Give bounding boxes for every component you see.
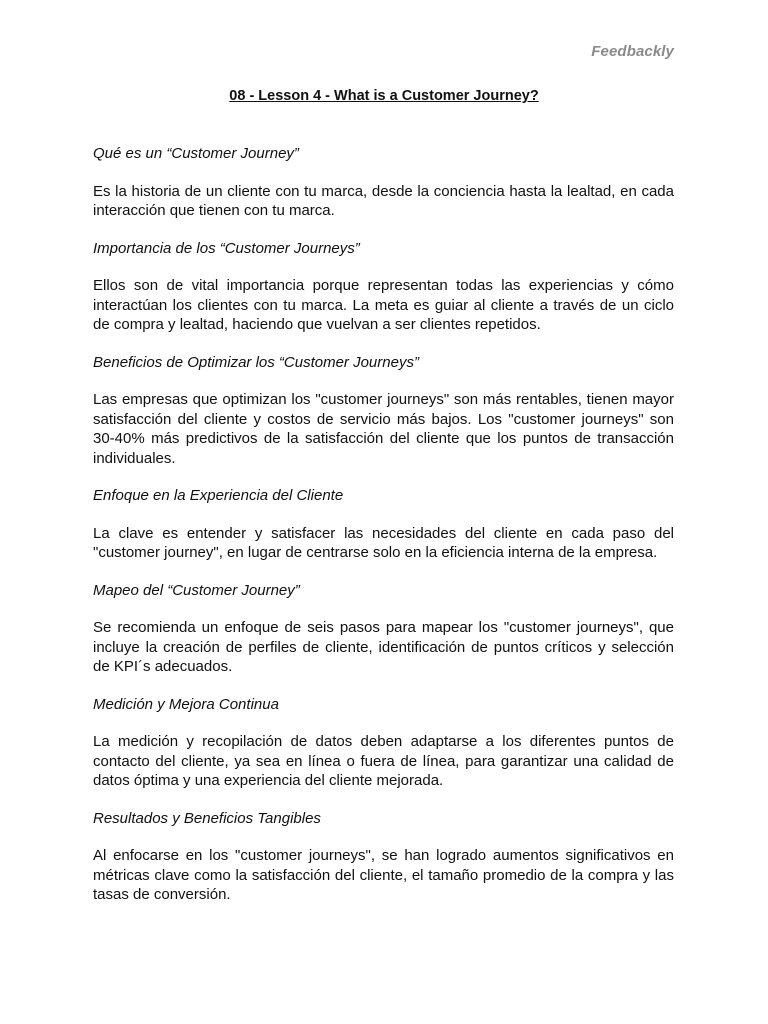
section-heading: Qué es un “Customer Journey”	[93, 145, 299, 162]
section-heading: Medición y Mejora Continua	[93, 695, 279, 713]
section-heading: Importancia de los “Customer Journeys”	[93, 239, 360, 257]
document-title: 08 - Lesson 4 - What is a Customer Journey?	[229, 88, 539, 104]
section-measurement	[93, 695, 674, 791]
section-importance	[93, 239, 674, 335]
brand-label: Feedbackly	[591, 43, 674, 60]
section-mapping	[93, 581, 674, 677]
section-what-is	[93, 144, 674, 221]
section-paragraph: Se recomienda un enfoque de seis pasos para mapear los "customer journeys", que incluye la creación de perfiles de cliente, identificación de puntos críticos y selección de KPI´s adecuados.	[93, 619, 674, 675]
section-paragraph: La medición y recopilación de datos deben adaptarse a los diferentes puntos de contacto del cliente, ya sea en línea o fuera de línea, para garantizar una calidad de datos óptima y una experiencia del cliente mejorada.	[93, 733, 674, 789]
section-paragraph: Al enfocarse en los "customer journeys", se han logrado aumentos significativos en métricas clave como la satisfacción del cliente, el tamaño promedio de la compra y las tasas de conversión.	[93, 847, 674, 903]
document-body	[93, 144, 674, 923]
section-paragraph: Las empresas que optimizan los "customer journeys" son más rentables, tienen mayor satisfacción del cliente y costos de servicio más bajos. Los "customer journeys" son 30-40% más predictivos de la satisfacción del cliente que los puntos de transacción individuales.	[93, 391, 674, 467]
section-results	[93, 809, 674, 905]
section-heading: Beneficios de Optimizar los “Customer Journeys”	[93, 353, 419, 371]
section-paragraph: La clave es entender y satisfacer las necesidades del cliente en cada paso del "customer journey", en lugar de centrarse solo en la eficiencia interna de la empresa.	[93, 524, 674, 561]
section-heading: Enfoque en la Experiencia del Cliente	[93, 487, 344, 504]
section-heading: Mapeo del “Customer Journey”	[93, 581, 300, 599]
section-paragraph: Ellos son de vital importancia porque representan todas las experiencias y cómo interactúan los clientes con tu marca. La meta es guiar al cliente a través de un ciclo de compra y lealtad, haciendo que vuelvan a ser clientes repetidos.	[93, 277, 674, 333]
section-benefits	[93, 353, 674, 469]
section-customer-experience	[93, 486, 674, 563]
section-heading: Resultados y Beneficios Tangibles	[93, 809, 321, 827]
section-paragraph: Es la historia de un cliente con tu marca, desde la conciencia hasta la lealtad, en cada interacción que tienen con tu marca.	[93, 182, 674, 219]
